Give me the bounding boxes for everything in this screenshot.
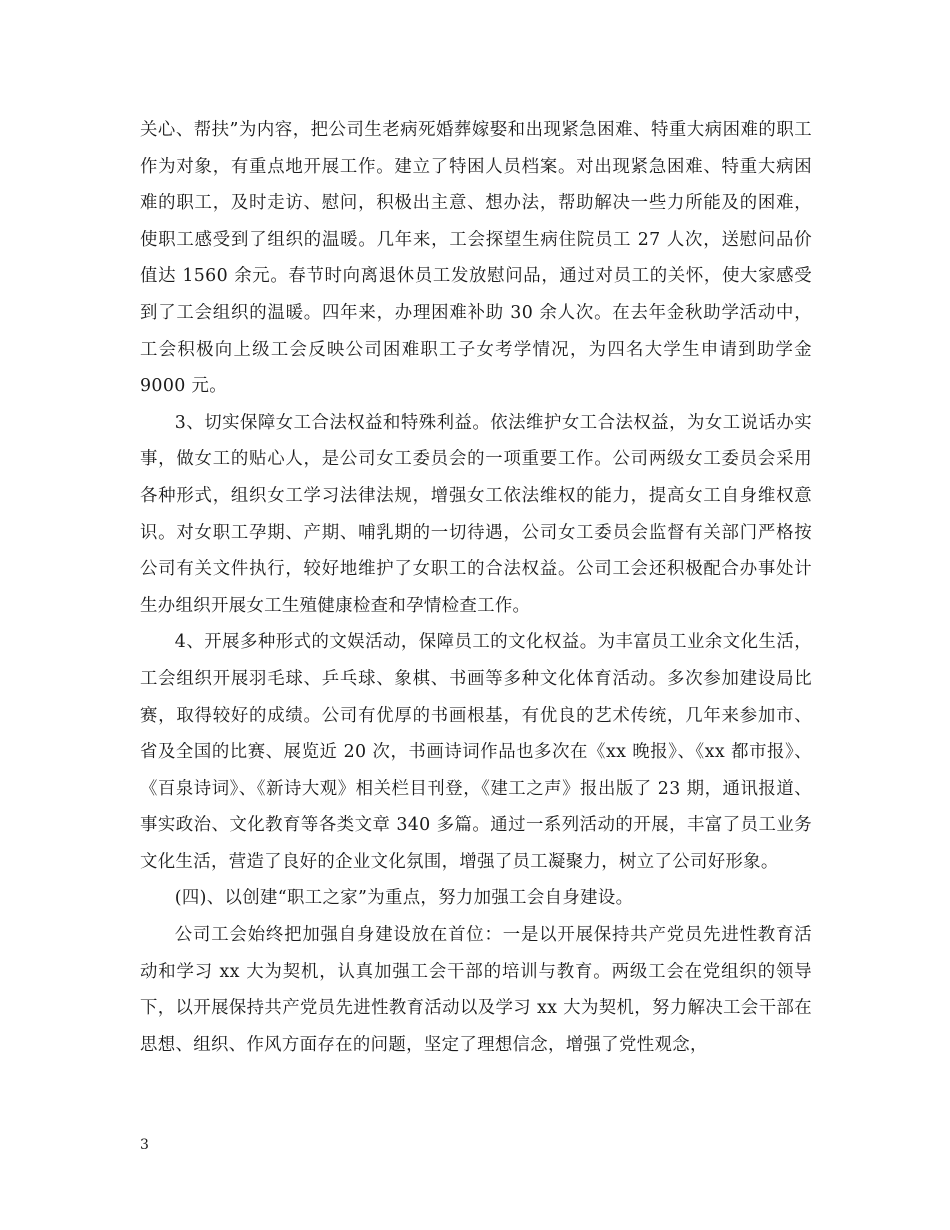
paragraph-continued: 关心、帮扶”为内容，把公司生老病死婚葬嫁娶和出现紧急困难、特重大病困难的职工作为对象，有重点地开展工作。建立了特困人员档案。对出现紧急困难、特重大病困难的职工，及时走访、慰问，积极出主意、想办法，帮助解决一些力所能及的困难，使职工感受到了组织的温暖。几年来，工会探望生病住院员工 27 人次，送慰问品价值达 1560 余元。春节时向离退休员工发放慰问品，通过对员工的关怀，使大家感受到了工会组织的温暖。四年来，办理困难补助 30 余人次。在去年金秋助学活动中，工会积极向上级工会反映公司困难职工子女考学情况，为四名大学生申请到助学金 9000 元。	[140, 120, 812, 397]
section-heading-workers-home: (四)、以创建“职工之家”为重点，努力加强工会自身建设。	[174, 888, 634, 909]
document-body	[140, 112, 812, 1063]
paragraph-self-building: 公司工会始终把加强自身建设放在首位：一是以开展保持共产党员先进性教育活动和学习 xx 大为契机，认真加强工会干部的培训与教育。两级工会在党组织的领导下，以开展保持共产党员先进性教育活动以及学习 xx 大为契机，努力解决工会干部在思想、组织、作风方面存在的问题，坚定了理想信念，增强了党性观念，	[140, 925, 812, 1055]
page-number: 3	[140, 1137, 149, 1153]
paragraph-cultural-activities: 4、开展多种形式的文娱活动，保障员工的文化权益。为丰富员工业余文化生活，工会组织开展羽毛球、乒乓球、象棋、书画等多种文化体育活动。多次参加建设局比赛，取得较好的成绩。公司有优厚的书画根基，有优良的艺术传统，几年来参加市、省及全国的比赛、展览近 20 次，书画诗词作品也多次在《xx 晚报》、《xx 都市报》、《百泉诗词》、《新诗大观》相关栏目刊登，《建工之声》报出版了 23 期，通讯报道、事实政治、文化教育等各类文章 340 多篇。通过一系列活动的开展，丰富了员工业务文化生活，营造了良好的企业文化氛围，增强了员工凝聚力，树立了公司好形象。	[140, 632, 812, 872]
paragraph-female-worker-rights: 3、切实保障女工合法权益和特殊利益。依法维护女工合法权益，为女工说话办实事，做女工的贴心人，是公司女工委员会的一项重要工作。公司两级女工委员会采用各种形式，组织女工学习法律法规，增强女工依法维权的能力，提高女工自身维权意识。对女职工孕期、产期、哺乳期的一切待遇，公司女工委员会监督有关部门严格按公司有关文件执行，较好地维护了女职工的合法权益。公司工会还积极配合办事处计生办组织开展女工生殖健康检查和孕情检查工作。	[140, 412, 812, 616]
